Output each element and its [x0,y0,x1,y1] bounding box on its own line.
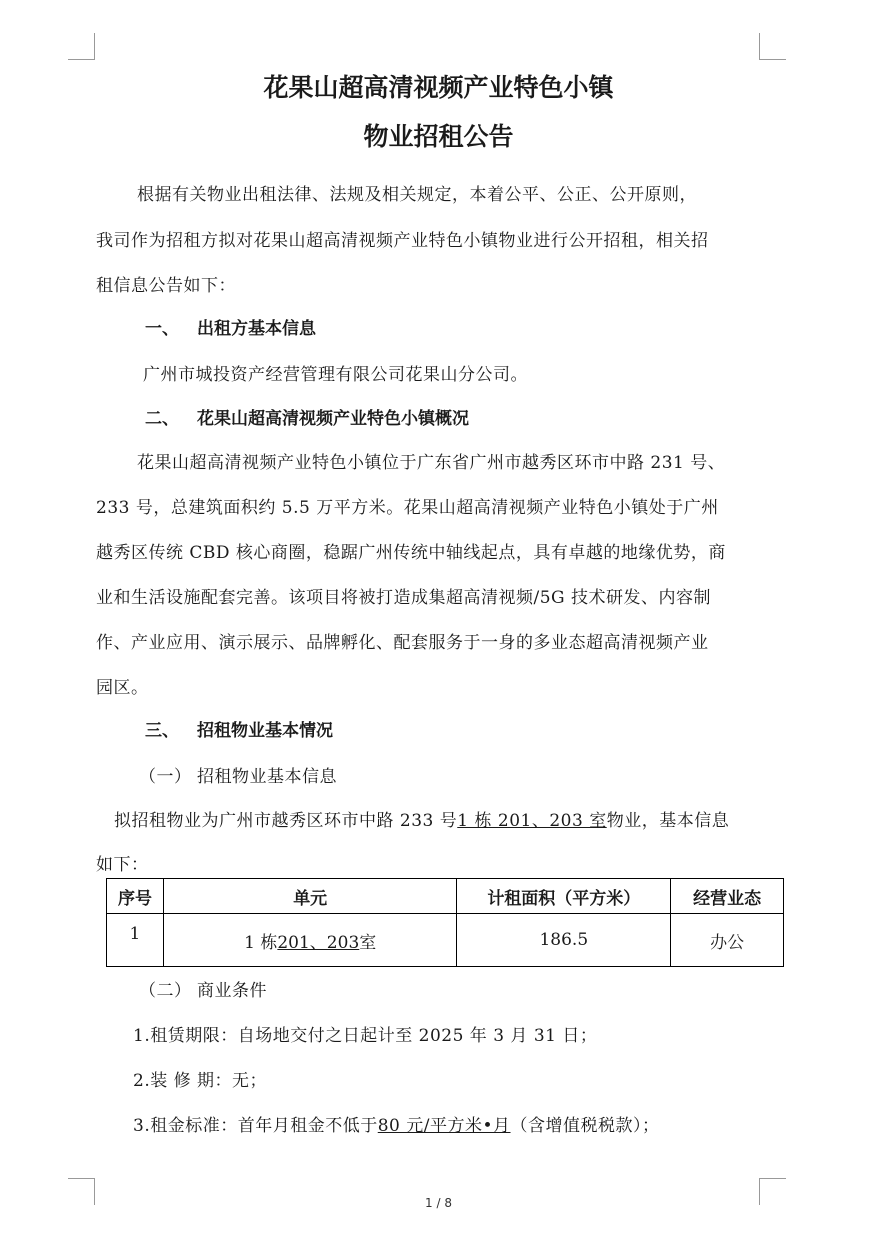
cell-unit-suffix: 室 [359,932,377,953]
section2-line-3: 越秀区传统 CBD 核心商圈，稳踞广州传统中轴线起点，具有卓越的地缘优势，商 [96,543,726,563]
crop-mark-top-left [68,33,95,60]
subsection1-heading: 招租物业基本信息 [197,767,337,787]
crop-mark-top-right [759,33,786,60]
property-info-table [106,878,784,967]
cell-unit-prefix: 1 栋 [244,932,278,953]
cell-serial-no: 1 [107,914,164,967]
section1-number: 一、 [145,319,179,339]
header-area: 计租面积（平方米） [457,879,671,914]
cell-business-type: 办公 [671,914,784,967]
cell-unit-rooms: 201、203 [277,932,360,953]
table-header-row [107,879,784,914]
table-row [107,914,784,967]
section2-line-4: 业和生活设施配套完善。该项目将被打造成集超高清视频/5G 技术研发、内容制 [96,588,712,608]
condition-rent-standard [133,1111,660,1136]
subsection2-number: （二） [139,981,192,1001]
subsection1-number: （一） [139,767,192,787]
cell-unit [163,914,457,967]
property-description-line-2: 如下： [96,855,149,875]
section3-heading: 招租物业基本情况 [197,721,333,741]
intro-line-2: 我司作为招租方拟对花果山超高清视频产业特色小镇物业进行公开招租，相关招 [96,231,709,251]
intro-line-3: 租信息公告如下： [96,276,236,296]
property-description-after: 物业，基本信息 [606,811,730,831]
header-unit: 单元 [163,879,457,914]
property-description-line-1 [114,806,729,831]
header-serial-no: 序号 [107,879,164,914]
section1-heading: 出租方基本信息 [197,319,316,339]
section2-number: 二、 [145,409,179,429]
page-number: 1 / 8 [425,1196,452,1210]
section2-line-6: 园区。 [96,678,149,698]
cell-area: 186.5 [457,914,671,967]
rent-amount-underlined: 80 元/平方米•月 [377,1116,511,1136]
rent-after: （含增值税税款）； [510,1116,660,1136]
header-business-type: 经营业态 [671,879,784,914]
section3-number: 三、 [145,721,179,741]
section2-heading: 花果山超高清视频产业特色小镇概况 [197,409,469,429]
document-title-line1: 花果山超高清视频产业特色小镇 [263,73,614,102]
rent-before: 3.租金标准：首年月租金不低于 [133,1116,378,1136]
section2-line-1: 花果山超高清视频产业特色小镇位于广东省广州市越秀区环市中路 231 号、 [137,453,726,473]
property-description-before: 拟招租物业为广州市越秀区环市中路 233 号 [114,811,458,831]
section2-line-2: 233 号，总建筑面积约 5.5 万平方米。花果山超高清视频产业特色小镇处于广州 [96,498,719,518]
condition-lease-term: 1.租赁期限：自场地交付之日起计至 2025 年 3 月 31 日； [133,1026,598,1046]
section2-line-5: 作、产业应用、演示展示、品牌孵化、配套服务于一身的多业态超高清视频产业 [96,633,709,653]
section1-text: 广州市城投资产经营管理有限公司花果山分公司。 [143,365,528,385]
condition-decoration-period: 2.装 修 期：无； [133,1071,268,1091]
document-title-line2: 物业招租公告 [363,122,514,151]
subsection2-heading: 商业条件 [197,981,267,1001]
property-unit-underlined: 1 栋 201、203 室 [457,811,607,831]
intro-line-1: 根据有关物业出租法律、法规及相关规定，本着公平、公正、公开原则， [137,185,697,205]
